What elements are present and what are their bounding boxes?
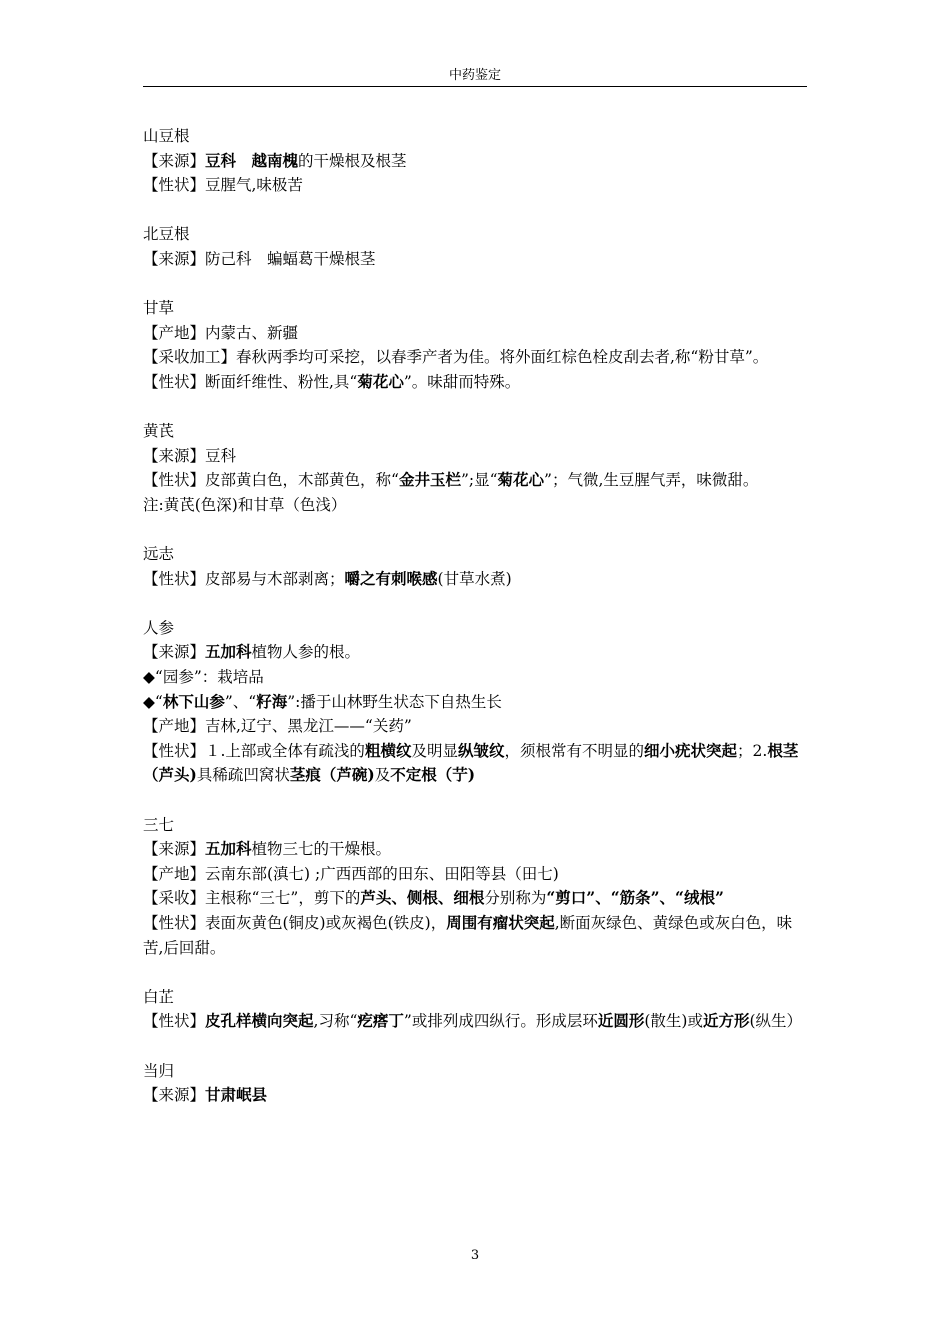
emphasized-text: 皮孔样横向突起 — [205, 1011, 314, 1031]
emphasized-text: 近方形 — [702, 1011, 750, 1031]
entry-spacer — [143, 272, 807, 297]
herb-field-line — [143, 567, 807, 592]
herb-entry — [143, 222, 807, 271]
text-segment: 【性状】豆腥气,味极苦 — [143, 176, 303, 195]
herb-name: 北豆根 — [143, 225, 190, 244]
herb-name: 白芷 — [143, 987, 175, 1006]
text-segment: 【采收加工】春秋两季均可采挖，以春季产者为佳。将外面红棕色栓皮刮去者,称“粉甘草”。 — [143, 348, 769, 367]
herb-field-line — [143, 173, 807, 198]
text-segment: 【性状】皮部易与木部剥离； — [143, 569, 345, 588]
entry-spacer — [143, 518, 807, 543]
text-segment: 【来源】豆科 — [143, 446, 237, 465]
text-segment: 具稀疏凹窝状 — [196, 766, 290, 785]
header-title: 中药鉴定 — [448, 68, 501, 83]
text-segment: 【产地】云南东部(滇七) ;广西西部的田东、田阳等县（田七) — [143, 864, 559, 883]
herb-name: 黄芪 — [143, 422, 175, 441]
text-segment: ”;显“ — [460, 471, 498, 490]
text-segment: (甘草水煮) — [437, 569, 512, 588]
emphasized-text: “剪口”、“筋条”、“绒根” — [546, 888, 724, 908]
text-segment: 【来源】 — [143, 1086, 206, 1105]
text-segment: 及 — [374, 766, 391, 785]
herb-field-line — [143, 149, 807, 174]
emphasized-text: 不定根（艼) — [390, 765, 476, 785]
herb-name: 甘草 — [143, 299, 175, 318]
emphasized-text: 嚼之有刺喉感 — [344, 568, 438, 588]
emphasized-text: 五加科 — [205, 839, 252, 859]
document-body — [143, 124, 807, 1108]
emphasized-text: 周围有瘤状突起 — [446, 913, 555, 932]
emphasized-text: 菊花心 — [357, 371, 404, 391]
text-segment: 植物三七的干燥根。 — [251, 840, 392, 859]
text-segment: ，须根常有不明显的 — [504, 741, 644, 760]
herb-name: 山豆根 — [143, 127, 190, 145]
text-segment: 注:黄芪(色深)和甘草（色浅） — [143, 495, 347, 514]
text-segment: ,断面灰绿色、黄绿色或灰白色，味苦,后回甜。 — [143, 914, 793, 957]
text-segment: 的干燥根及根茎 — [298, 151, 407, 170]
text-segment: ”:播于山林野生状态下自热生长 — [287, 692, 502, 711]
herb-field-line — [143, 837, 807, 862]
herb-field-line — [143, 714, 807, 739]
emphasized-text: 豆科 越南槐 — [205, 150, 299, 170]
text-segment: ”；气微,生豆腥气弄，味微甜。 — [544, 471, 759, 490]
herb-entry — [143, 1059, 807, 1108]
text-segment: 【性状】断面纤维性、粉性,具“ — [143, 372, 358, 391]
text-segment: ,习称“ — [313, 1012, 358, 1031]
entry-spacer — [143, 198, 807, 223]
herb-entry — [143, 813, 807, 961]
text-segment: ”。味甜而特殊。 — [403, 372, 521, 391]
herb-field-line — [143, 690, 807, 715]
herb-field-line — [143, 911, 807, 960]
emphasized-text: 疙瘩丁 — [357, 1011, 404, 1031]
text-segment: 【产地】内蒙古、新疆 — [143, 323, 299, 342]
herb-entry — [143, 616, 807, 788]
text-segment: 【性状】皮部黄白色，木部黄色，称“ — [143, 471, 399, 490]
herb-entry — [143, 124, 807, 198]
herb-field-line — [143, 1083, 807, 1108]
herb-field-line — [143, 247, 807, 272]
emphasized-text: 甘肃岷县 — [205, 1085, 268, 1105]
text-segment: ◆“ — [143, 692, 163, 711]
herb-field-line — [143, 640, 807, 665]
text-segment: ”、“ — [224, 692, 257, 711]
herb-field-line — [143, 1009, 807, 1034]
text-segment: ◆“园参”：栽培品 — [143, 668, 264, 687]
text-segment: 【来源】 — [143, 643, 206, 662]
text-segment: 【来源】 — [143, 840, 206, 859]
text-segment: 及明显 — [411, 741, 458, 760]
herb-entry — [143, 985, 807, 1034]
herb-field-line — [143, 345, 807, 370]
text-segment: 【采收】主根称“三七”，剪下的 — [143, 889, 361, 908]
herb-name: 三七 — [143, 815, 175, 834]
text-segment: 【来源】防己科 蝙蝠葛干燥根茎 — [143, 249, 376, 268]
entry-spacer — [143, 788, 807, 813]
emphasized-text: 粗横纹 — [364, 740, 412, 760]
text-segment: 【来源】 — [143, 151, 206, 170]
emphasized-text: 近圆形 — [597, 1011, 645, 1031]
entry-spacer — [143, 960, 807, 985]
text-segment: 【性状】表面灰黄色(铜皮)或灰褐色(铁皮)， — [143, 914, 447, 932]
text-segment: 植物人参的根。 — [251, 643, 361, 662]
text-segment: 分别称为 — [484, 889, 547, 908]
herb-entry — [143, 542, 807, 591]
page-footer — [0, 1248, 950, 1263]
emphasized-text: 籽海 — [256, 691, 288, 711]
herb-entry — [143, 419, 807, 517]
herb-name: 远志 — [143, 545, 175, 564]
text-segment: 【性状】 — [143, 1012, 206, 1031]
herb-field-line — [143, 886, 807, 911]
herb-field-line — [143, 739, 807, 788]
text-segment: ”或排列成四纵行。形成层环 — [403, 1012, 598, 1031]
entry-spacer — [143, 591, 807, 616]
emphasized-text: 芦头、侧根、细根 — [360, 888, 485, 908]
herb-name: 人参 — [143, 618, 175, 637]
herb-entry — [143, 296, 807, 394]
herb-name: 当归 — [143, 1061, 175, 1080]
emphasized-text: 纵皱纹 — [457, 740, 505, 760]
emphasized-text: 林下山参 — [162, 691, 225, 711]
entry-spacer — [143, 1034, 807, 1059]
text-segment: ；2. — [737, 741, 768, 760]
herb-field-line — [143, 862, 807, 887]
page-header — [143, 64, 807, 87]
text-segment: 【性状】１.上部或全体有疏浅的 — [143, 741, 365, 760]
text-segment: (散生)或 — [644, 1012, 703, 1031]
herb-field-line — [143, 321, 807, 346]
herb-field-line — [143, 493, 807, 518]
herb-field-line — [143, 665, 807, 690]
emphasized-text: 五加科 — [205, 642, 252, 662]
text-segment: (纵生） — [749, 1012, 803, 1031]
page-number: 3 — [470, 1248, 480, 1263]
emphasized-text: 细小疣状突起 — [644, 740, 738, 760]
emphasized-text: 金井玉栏 — [398, 470, 461, 490]
emphasized-text: 茎痕（芦碗) — [289, 765, 375, 785]
herb-field-line — [143, 468, 807, 493]
herb-field-line — [143, 370, 807, 395]
emphasized-text: 菊花心 — [497, 470, 545, 490]
herb-field-line — [143, 444, 807, 469]
emphasized-text: 根茎（芦头) — [143, 740, 799, 785]
entry-spacer — [143, 395, 807, 420]
text-segment: 【产地】吉林,辽宁、黑龙江——“关药” — [143, 717, 412, 736]
